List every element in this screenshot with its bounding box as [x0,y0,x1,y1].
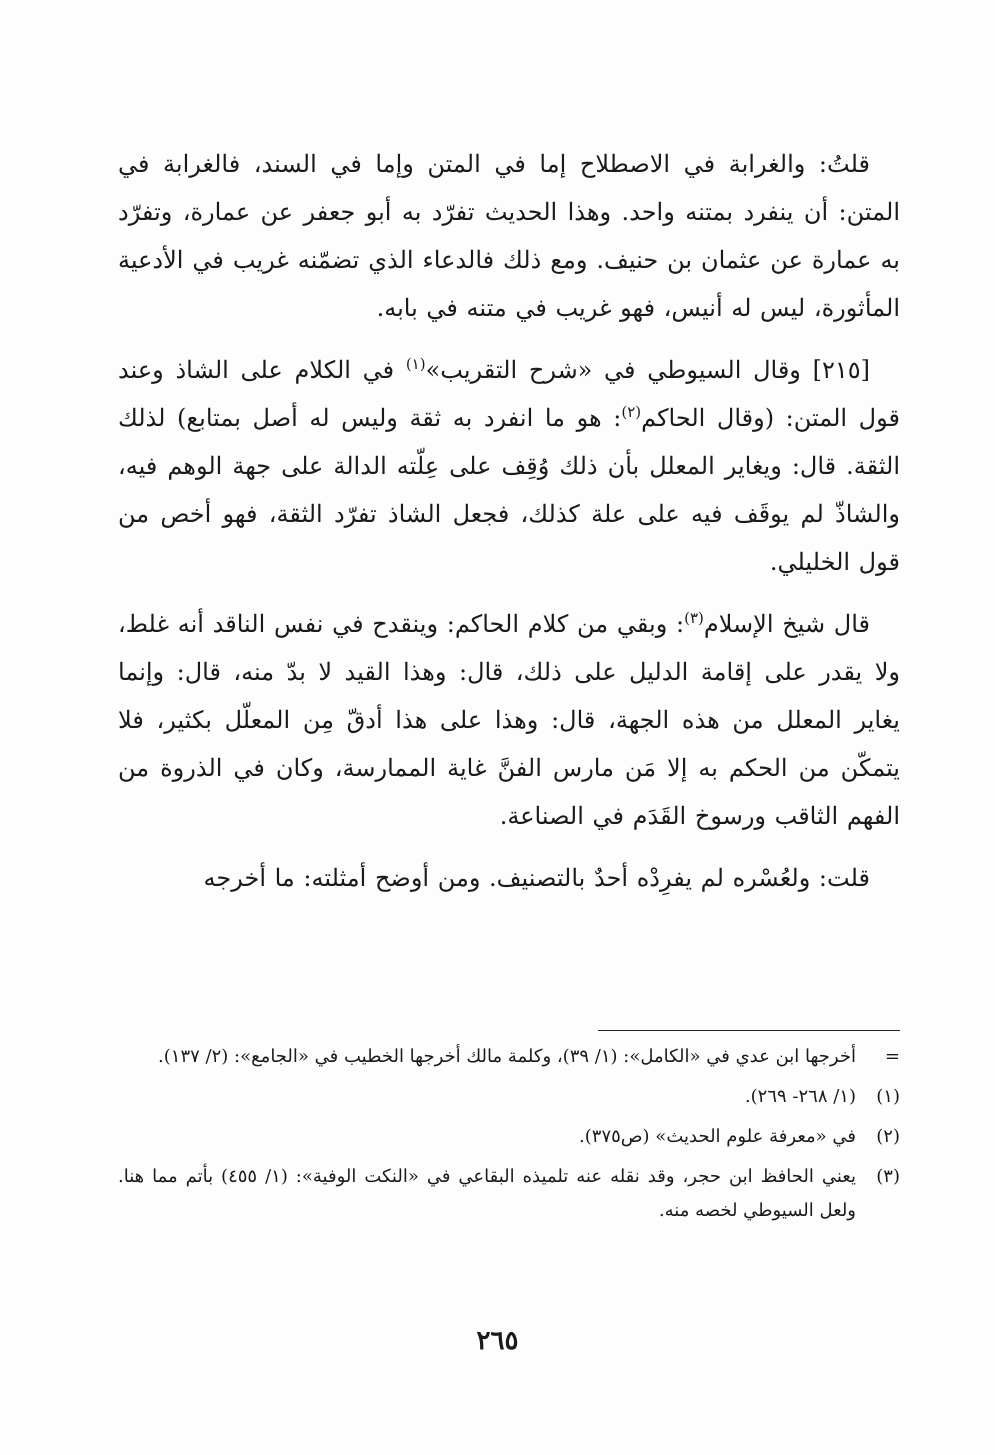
paragraph-text: قلتُ: والغرابة في الاصطلاح إما في المتن وإما في السند، فالغرابة في المتن: أن ينفرد بمتنه واحد. وهذا الحديث تفرّد به أبو جعفر عن عمارة، وتفرّد به عمارة عن عثمان بن حنيف. ومع ذلك فالدعاء الذي تضمّنه غريب في الأدعية المأثورة، ليس له أنيس، فهو غريب في متنه في بابه. [118,150,900,322]
footnote-separator [598,1030,900,1031]
main-text [118,140,900,916]
footnote-ref-1: (١) [405,355,426,373]
footnote-text: (١/ ٢٦٨- ٢٦٩). [744,1086,856,1107]
footnotes [118,1040,900,1234]
paragraph-text-start: [٢١٥] وقال السيوطي في «شرح التقريب» [425,356,870,384]
footnote-1 [118,1080,900,1114]
footnote-text: في «معرفة علوم الحديث» (ص٣٧٥). [579,1126,856,1147]
footnote-ref-3: (٣) [684,609,704,627]
paragraph-text-end: : وبقي من كلام الحاكم: وينقدح في نفس الناقد أنه غلط، ولا يقدر على إقامة الدليل على ذلك، قال: وهذا القيد لا بدّ منه، قال: وإنما يغاير المعلل من هذه الجهة، قال: وهذا على هذا أدقّ مِن المعلّل بكثير، فلا يتمكّن من الحكم به إلا مَن مارس الفنَّ غاية الممارسة، وكان في الذروة من الفهم الثاقب ورسوخ القَدَم في الصناعة. [118,610,900,830]
footnote-ref-2: (٢) [621,403,642,421]
paragraph-text-middle: في الكلام على الشاذ وعند قول المتن: (وقال الحاكم [118,356,900,432]
page-number: ٢٦٥ [476,1326,519,1356]
footnote-mark: (١) [876,1086,900,1107]
footnote-text: أخرجها ابن عدي في «الكامل»: (١/ ٣٩)، وكلمة مالك أخرجها الخطيب في «الجامع»: (٢/ ١٣٧). [158,1046,856,1067]
footnote-continued [118,1040,900,1074]
paragraph-gharaba [118,140,900,332]
paragraph-text: قلت: ولعُسْره لم يفرِدْه أحدٌ بالتصنيف. ومن أوضح أمثلته: ما أخرجه [203,864,870,892]
footnote-mark: (٢) [876,1126,900,1147]
footnote-mark: = [884,1046,900,1067]
paragraph-text-end: : هو ما انفرد به ثقة وليس له أصل بمتابع) لذلك الثقة. قال: ويغاير المعلل بأن ذلك وُقِف على عِلّته الدالة على جهة الوهم فيه، والشاذّ لم يوقَف فيه على علة كذلك، فجعل الشاذ تفرّد الثقة، فهو أخص من قول الخليلي. [118,404,901,576]
paragraph-215-suyuti [118,346,900,586]
footnote-3 [118,1160,900,1228]
footnote-text: يعني الحافظ ابن حجر، وقد نقله عنه تلميذه البقاعي في «النكت الوفية»: (١/ ٤٥٥) بأتم مما هنا. ولعل السيوطي لخصه منه. [118,1166,856,1221]
footnote-2 [118,1120,900,1154]
paragraph-text-start: قال شيخ الإسلام [703,610,870,638]
paragraph-shaykh-al-islam [118,600,900,840]
footnote-mark: (٣) [876,1166,900,1187]
paragraph-usr [118,854,900,902]
